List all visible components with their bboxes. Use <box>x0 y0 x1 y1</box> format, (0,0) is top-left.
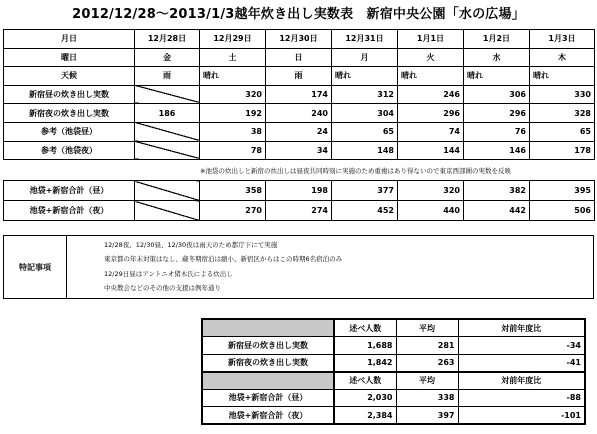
date-cell: 12月31日 <box>332 30 398 49</box>
table-row <box>202 407 585 425</box>
summary-ratio: -34 <box>458 337 585 355</box>
value-cell: 296 <box>398 104 464 123</box>
value-cell: 246 <box>398 85 464 104</box>
summary-corner <box>202 372 334 390</box>
empty-diagonal-cell <box>135 181 200 201</box>
value-cell: 377 <box>332 181 398 201</box>
value-cell: 296 <box>464 104 530 123</box>
table-row <box>4 85 595 104</box>
value-cell: 330 <box>530 85 595 104</box>
weather-cell: 晴れ <box>530 67 595 86</box>
summary-header: 述べ人数 <box>334 372 396 390</box>
value-cell: 192 <box>200 104 266 123</box>
summary-avg: 397 <box>396 407 458 425</box>
value-cell: 186 <box>135 104 200 123</box>
value-cell: 382 <box>464 181 530 201</box>
table-row <box>202 337 585 355</box>
value-cell: 358 <box>200 181 266 201</box>
summary-row-label: 新宿夜の炊き出し実数 <box>202 354 334 372</box>
value-cell: 144 <box>398 141 464 160</box>
summary-total: 2,030 <box>334 389 396 407</box>
empty-diagonal-cell <box>135 201 200 221</box>
row-label: 新宿夜の炊き出し実数 <box>4 104 135 123</box>
value-cell: 270 <box>200 201 266 221</box>
summary-avg: 263 <box>396 354 458 372</box>
value-cell: 312 <box>332 85 398 104</box>
summary-avg: 338 <box>396 389 458 407</box>
date-row <box>4 30 595 49</box>
row-label: 池袋+新宿合計（昼） <box>4 181 135 201</box>
weather-label: 天候 <box>4 67 135 86</box>
value-cell: 174 <box>266 85 332 104</box>
summary-header: 述べ人数 <box>334 319 396 337</box>
value-cell: 320 <box>200 85 266 104</box>
summary-header: 平均 <box>396 372 458 390</box>
weekday-cell: 木 <box>530 48 595 67</box>
value-cell: 440 <box>398 201 464 221</box>
summary-header-row <box>202 372 585 390</box>
weekday-cell: 土 <box>200 48 266 67</box>
date-cell: 12月28日 <box>135 30 200 49</box>
empty-diagonal-cell <box>135 85 200 104</box>
footnote: ※池袋の炊出しと新宿の炊出しは昼夜共同時刻に実施のため重複はあり得ないので東京西部圏の実数を反映 <box>200 167 511 175</box>
value-cell: 65 <box>332 122 398 141</box>
date-cell: 12月30日 <box>266 30 332 49</box>
summary-corner <box>202 319 334 337</box>
weather-cell: 晴れ <box>200 67 266 86</box>
special-note-line: 12/28夜、12/30昼、12/30夜は雨天のため都庁下にて実施 <box>104 241 278 249</box>
summary-header: 対前年度比 <box>458 319 585 337</box>
value-cell: 65 <box>530 122 595 141</box>
weather-cell: 雨 <box>266 67 332 86</box>
row-label: 池袋+新宿合計（夜） <box>4 201 135 221</box>
daily-count-table <box>3 29 595 160</box>
value-cell: 178 <box>530 141 595 160</box>
special-note-line: 中央教会などのその他の支援は例年通り <box>104 284 221 292</box>
value-cell: 306 <box>464 85 530 104</box>
summary-row-label: 新宿昼の炊き出し実数 <box>202 337 334 355</box>
weekday-cell: 日 <box>266 48 332 67</box>
row-label: 新宿昼の炊き出し実数 <box>4 85 135 104</box>
value-cell: 78 <box>200 141 266 160</box>
table-row <box>4 122 595 141</box>
special-note-line: 東京都の年末対策はなし、蔵冬期宿泊は縮小、新宿区からはこの時期6名宿泊のみ <box>104 255 343 263</box>
weekday-row <box>4 48 595 67</box>
combined-total-table <box>3 180 595 221</box>
table-row <box>4 104 595 123</box>
value-cell: 34 <box>266 141 332 160</box>
summary-total: 1,688 <box>334 337 396 355</box>
summary-row-label: 池袋+新宿合計（昼） <box>202 389 334 407</box>
date-cell: 1月2日 <box>464 30 530 49</box>
summary-ratio: -101 <box>458 407 585 425</box>
value-cell: 304 <box>332 104 398 123</box>
value-cell: 274 <box>266 201 332 221</box>
date-cell: 12月29日 <box>200 30 266 49</box>
value-cell: 198 <box>266 181 332 201</box>
empty-diagonal-cell <box>135 141 200 160</box>
weather-cell: 晴れ <box>464 67 530 86</box>
value-cell: 395 <box>530 181 595 201</box>
weekday-cell: 火 <box>398 48 464 67</box>
value-cell: 38 <box>200 122 266 141</box>
value-cell: 146 <box>464 141 530 160</box>
summary-header: 平均 <box>396 319 458 337</box>
summary-header-row <box>202 319 585 337</box>
page-title: 2012/12/28～2013/1/3越年炊き出し実数表 新宿中央公園「水の広場」 <box>72 7 525 22</box>
summary-avg: 281 <box>396 337 458 355</box>
summary-header: 対前年度比 <box>458 372 585 390</box>
summary-table <box>201 318 586 425</box>
summary-row-label: 池袋+新宿合計（夜） <box>202 407 334 425</box>
table-row <box>202 389 585 407</box>
weekday-label: 曜日 <box>4 48 135 67</box>
weather-cell: 晴れ <box>332 67 398 86</box>
summary-total: 1,842 <box>334 354 396 372</box>
weather-cell: 雨 <box>135 67 200 86</box>
date-cell: 1月1日 <box>398 30 464 49</box>
value-cell: 328 <box>530 104 595 123</box>
special-notes-label: 特記事項 <box>4 236 67 298</box>
weekday-cell: 金 <box>135 48 200 67</box>
table-row <box>202 354 585 372</box>
weekday-cell: 水 <box>464 48 530 67</box>
summary-ratio: -88 <box>458 389 585 407</box>
value-cell: 506 <box>530 201 595 221</box>
value-cell: 74 <box>398 122 464 141</box>
value-cell: 320 <box>398 181 464 201</box>
table-row <box>4 201 595 221</box>
weather-cell: 晴れ <box>398 67 464 86</box>
table-row <box>4 141 595 160</box>
date-header-label: 月日 <box>4 30 135 49</box>
value-cell: 240 <box>266 104 332 123</box>
row-label: 参考（池袋昼） <box>4 122 135 141</box>
weather-row <box>4 67 595 86</box>
summary-ratio: -41 <box>458 354 585 372</box>
empty-diagonal-cell <box>135 122 200 141</box>
value-cell: 442 <box>464 201 530 221</box>
summary-total: 2,384 <box>334 407 396 425</box>
table-row <box>4 181 595 201</box>
special-note-line: 12/29日昼はアントニオ猪木氏による炊出し <box>104 270 233 278</box>
value-cell: 24 <box>266 122 332 141</box>
value-cell: 76 <box>464 122 530 141</box>
special-notes-box <box>3 235 594 299</box>
weekday-cell: 月 <box>332 48 398 67</box>
value-cell: 148 <box>332 141 398 160</box>
row-label: 参考（池袋夜） <box>4 141 135 160</box>
date-cell: 1月3日 <box>530 30 595 49</box>
value-cell: 452 <box>332 201 398 221</box>
